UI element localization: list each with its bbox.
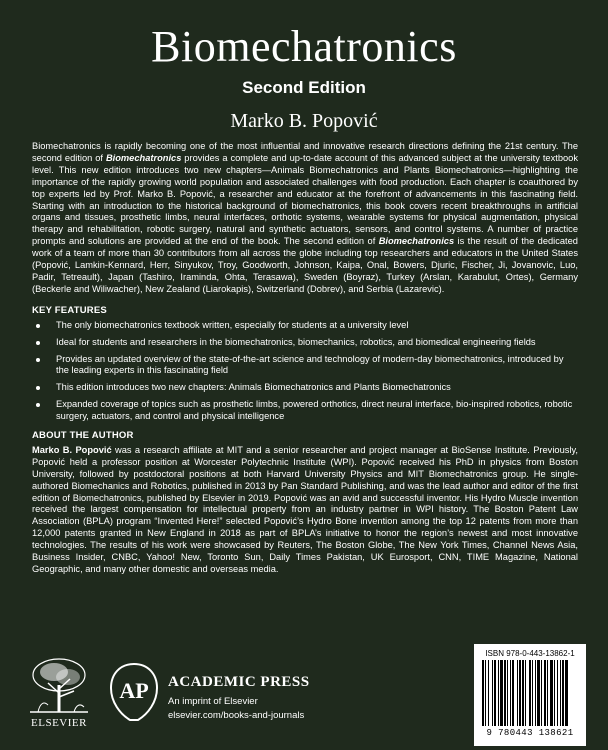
feature-item: The only biomechatronics textbook written, especially for students at a university level (32, 320, 578, 332)
academic-press-logo-icon (108, 662, 160, 722)
description-book-title: Biomechatronics (378, 236, 455, 247)
elsevier-wordmark: ELSEVIER (31, 717, 87, 729)
ap-letters: AP (119, 678, 149, 703)
about-author-bio: was a research affiliate at MIT and a senior researcher and project manager at BioSense Institute. Previously, Popović held a professor position at Worcester Polytechnic Institute (WPI). Popović received his PhD in physics from Boston University, followed by postdoctoral positions at both Harvard University Physics and MIT Biomechatronics group. He single-authored Biomechanics and Robotics, published in 2013 by Pan Standard Publishing, and was the lead author and editor of the first edition of Biomechatronics, published by Elsevier in 2019. Popović was an avid and successful inventor. His Hydro Muscle invention received the largest compensation for intellectual property from an industry partner in WPI history. The Boston Patent Law Association (BPLA) program “Invented Here!” selected Popović’s Hydro Bone invention among the top 12 patents from more than 12,000 patents granted in New England in 2018 as part of BPLA’s initiative to honor the region’s newest and most innovative technologies. The results of his work were showcased by Reuters, The Boston Globe, The New York Times, Channel News Asia, Business Insider, CNBC, Yahoo! New, Toronto Sun, Daily Times Pakistan, UK Eurosport, CNN, TIME Magazine, National Geographic, and many other domestic and overseas media. (32, 444, 578, 574)
isbn-barcode (474, 644, 586, 746)
feature-item: This edition introduces two new chapters: Animals Biomechatronics and Plants Biomechatronics (32, 382, 578, 394)
edition-label: Second Edition (242, 78, 366, 97)
about-author-heading: ABOUT THE AUTHOR (32, 430, 134, 442)
feature-item: Ideal for students and researchers in the biomechatronics, biomechanics, robotics, and biomedical engineering fields (32, 337, 578, 349)
barcode-digits: 9 780443 138621 (486, 728, 574, 738)
academic-press-info (168, 674, 310, 721)
feature-item: Expanded coverage of topics such as prosthetic limbs, powered orthotics, direct neural interface, bio-inspired robotics, robotic surgery, actuators, and control and physical intelligence (32, 399, 578, 423)
feature-item: Provides an updated overview of the state-of-the-art science and technology of modern-day biomechatronics, introduced by the leading experts in this fascinating field (32, 354, 578, 378)
book-description (32, 141, 578, 296)
isbn-label: ISBN 978-0-443-13862-1 (485, 649, 575, 658)
key-features-heading: KEY FEATURES (32, 304, 107, 316)
description-text: Biomechatronics is rapidly becoming one of the most influential and innovative research directions defining the 21st century. The second edition of (32, 141, 578, 163)
about-author-name: Marko B. Popović (32, 444, 112, 455)
barcode-bars (480, 660, 580, 728)
book-title: Biomechatronics (151, 22, 457, 71)
description-text: is the result of the dedicated work of a team of more than 30 contributors from all across the globe including top researchers and educators in the United States (Popović, Lamkin-Kennard, Herr, Sinyukov, Troy, Goodworth, Johnson, Kaipa, Onal, Bowers, Djuric, Fischer, Ji, Jovanovic, Luo, Padir, Tetreault), Japan (Tashiro, Iraminda, Ohta, Terasawa), Sweden (Boyraz), Turkey (Arslan, Karabulut, Ortes), Germany (Beckerle and Wiliwacher), New Zealand (Liarokapis), Switzerland (Dobrev), and Serbia (Lazarevic). (32, 236, 578, 294)
about-author-text (32, 445, 578, 576)
author-name: Marko B. Popović (230, 110, 378, 132)
academic-press-name: ACADEMIC PRESS (168, 674, 310, 690)
imprint-line: An imprint of Elsevier (168, 696, 258, 707)
description-text: provides a complete and up-to-date account of this advanced subject at the university textbook level. This new edition introduces two new chapters—Animals Biomechatronics and Plants Biomechatronics—highlighting the importance of the rapidly growing world population and associated challenges with food production. Each chapter is coauthored by top experts led by Prof. Marko B. Popović, a researcher and educator at the forefront of advancements in this fascinating field. Starting with an introduction to the historical background of biomechatronics, this book covers recent breakthroughs in artificial organs and tissues, prosthetic limbs, neural interfaces, orthotic systems, wearable systems for physical augmentation, physical therapy and rehabilitation, robotic surgery, natural and synthetic actuators, sensors, and control systems. A number of practice prompts and solutions are provided at the end of the book. The second edition of (32, 152, 578, 247)
publisher-url: elsevier.com/books-and-journals (168, 710, 305, 721)
elsevier-tree-icon (24, 655, 94, 715)
elsevier-logo (24, 655, 94, 737)
description-book-title: Biomechatronics (105, 152, 182, 163)
back-cover-content (32, 141, 578, 576)
key-features-list (32, 320, 578, 423)
